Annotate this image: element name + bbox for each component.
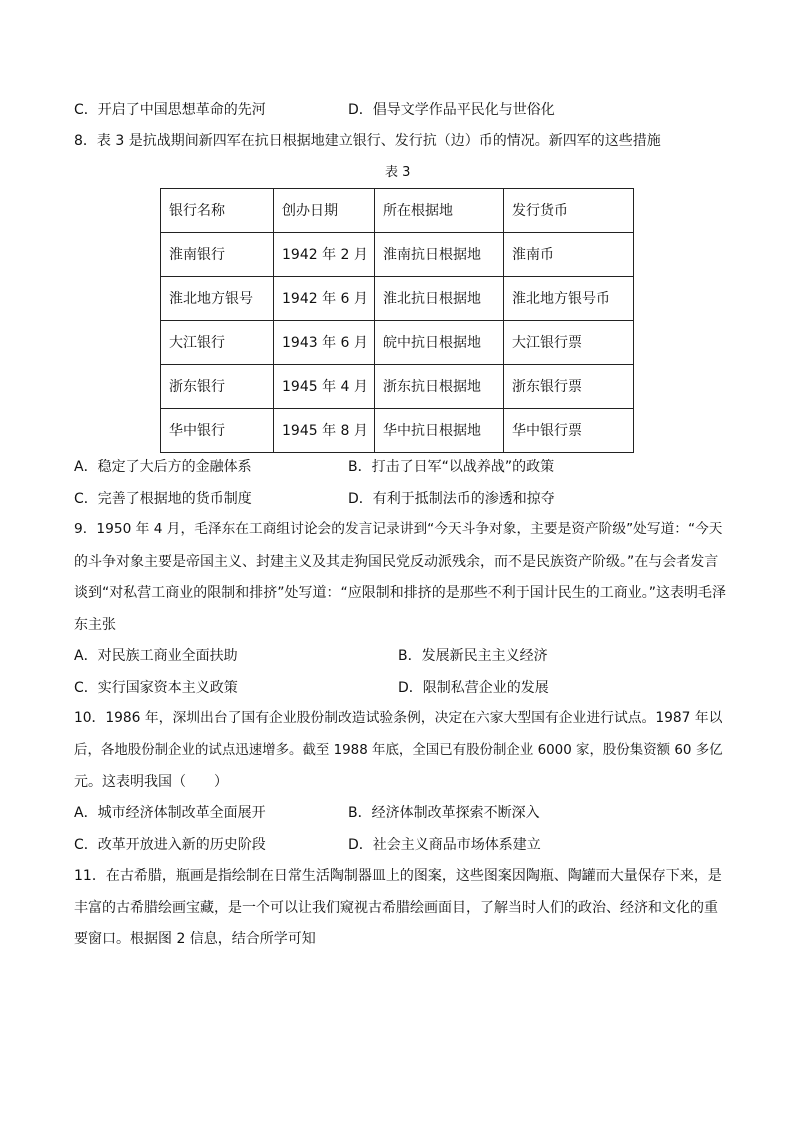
q9-option-a: A．对民族工商业全面扶助 xyxy=(74,648,238,664)
table-cell: 1943 年 6 月 xyxy=(274,321,375,365)
table-cell: 淮南银行 xyxy=(161,233,274,277)
table-3 xyxy=(160,188,634,453)
q9-stem-line-2: 的斗争对象主要是帝国主义、封建主义及其走狗国民党反动派残余，而不是民族资产阶级。”在与会者发言 xyxy=(74,554,719,570)
q7-option-d: D．倡导文学作品平民化与世俗化 xyxy=(348,102,555,118)
q9-stem-line-3: 谈到“对私营工商业的限制和排挤”处写道：“应限制和排挤的是那些不利于国计民生的工商业。”这表明毛泽 xyxy=(74,585,727,601)
table-cell: 淮北地方银号币 xyxy=(504,277,634,321)
table-header-cell: 创办日期 xyxy=(274,189,375,233)
table-header-row xyxy=(161,189,634,233)
table-row xyxy=(161,233,634,277)
q9-option-d: D．限制私营企业的发展 xyxy=(398,680,549,696)
table-cell: 皖中抗日根据地 xyxy=(375,321,504,365)
table-header-cell: 发行货币 xyxy=(504,189,634,233)
table-row xyxy=(161,409,634,453)
table-cell: 淮北抗日根据地 xyxy=(375,277,504,321)
q11-stem-line-3: 要窗口。根据图 2 信息，结合所学可知 xyxy=(74,931,316,947)
q10-stem-line-1: 10．1986 年，深圳出台了国有企业股份制改造试验条例，决定在六家大型国有企业进行试点。1987 年以 xyxy=(74,710,723,726)
table-cell: 浙东抗日根据地 xyxy=(375,365,504,409)
q8-option-b: B．打击了日军“以战养战”的政策 xyxy=(348,459,555,475)
table-cell: 1942 年 2 月 xyxy=(274,233,375,277)
q11-stem-line-2: 丰富的古希腊绘画宝藏，是一个可以让我们窥视古希腊绘画面目，了解当时人们的政治、经济和文化的重 xyxy=(74,900,718,916)
table-row xyxy=(161,277,634,321)
q9-stem-line-1: 9．1950 年 4 月，毛泽东在工商组讨论会的发言记录讲到“今天斗争对象，主要是资产阶级”处写道：“今天 xyxy=(74,521,723,537)
table-cell: 大江银行票 xyxy=(504,321,634,365)
table-cell: 1945 年 4 月 xyxy=(274,365,375,409)
table-cell: 华中抗日根据地 xyxy=(375,409,504,453)
table-cell: 淮南抗日根据地 xyxy=(375,233,504,277)
table-header-cell: 所在根据地 xyxy=(375,189,504,233)
q10-option-b: B．经济体制改革探索不断深入 xyxy=(348,805,540,821)
table-cell: 淮北地方银号 xyxy=(161,277,274,321)
table-cell: 浙东银行票 xyxy=(504,365,634,409)
table-cell: 华中银行票 xyxy=(504,409,634,453)
q9-stem-line-4: 东主张 xyxy=(74,617,116,633)
table-cell: 华中银行 xyxy=(161,409,274,453)
q10-stem-line-3: 元。这表明我国（ ） xyxy=(74,774,228,790)
q10-option-d: D．社会主义商品市场体系建立 xyxy=(348,837,541,853)
q11-stem-line-1: 11．在古希腊，瓶画是指绘制在日常生活陶制器皿上的图案，这些图案因陶瓶、陶罐而大量保存下来，是 xyxy=(74,868,722,884)
table-row xyxy=(161,321,634,365)
table-cell: 大江银行 xyxy=(161,321,274,365)
q10-option-a: A．城市经济体制改革全面展开 xyxy=(74,805,266,821)
table-row xyxy=(161,365,634,409)
q8-stem: 8．表 3 是抗战期间新四军在抗日根据地建立银行、发行抗（边）币的情况。新四军的这些措施 xyxy=(74,133,661,149)
q8-option-c: C．完善了根据地的货币制度 xyxy=(74,491,252,507)
q9-option-c: C．实行国家资本主义政策 xyxy=(74,680,238,696)
q7-option-c: C．开启了中国思想革命的先河 xyxy=(74,102,266,118)
q8-option-a: A．稳定了大后方的金融体系 xyxy=(74,459,252,475)
q9-option-b: B．发展新民主主义经济 xyxy=(398,648,548,664)
q10-stem-line-2: 后，各地股份制企业的试点迅速增多。截至 1988 年底，全国已有股份制企业 6000 家，股份集资额 60 多亿 xyxy=(74,743,723,758)
table-cell: 1945 年 8 月 xyxy=(274,409,375,453)
q10-option-c: C．改革开放进入新的历史阶段 xyxy=(74,837,266,853)
table-caption: 表 3 xyxy=(385,165,411,180)
table-cell: 淮南币 xyxy=(504,233,634,277)
table-cell: 1942 年 6 月 xyxy=(274,277,375,321)
table-header-cell: 银行名称 xyxy=(161,189,274,233)
table-cell: 浙东银行 xyxy=(161,365,274,409)
q8-option-d: D．有利于抵制法币的渗透和掠夺 xyxy=(348,491,555,507)
